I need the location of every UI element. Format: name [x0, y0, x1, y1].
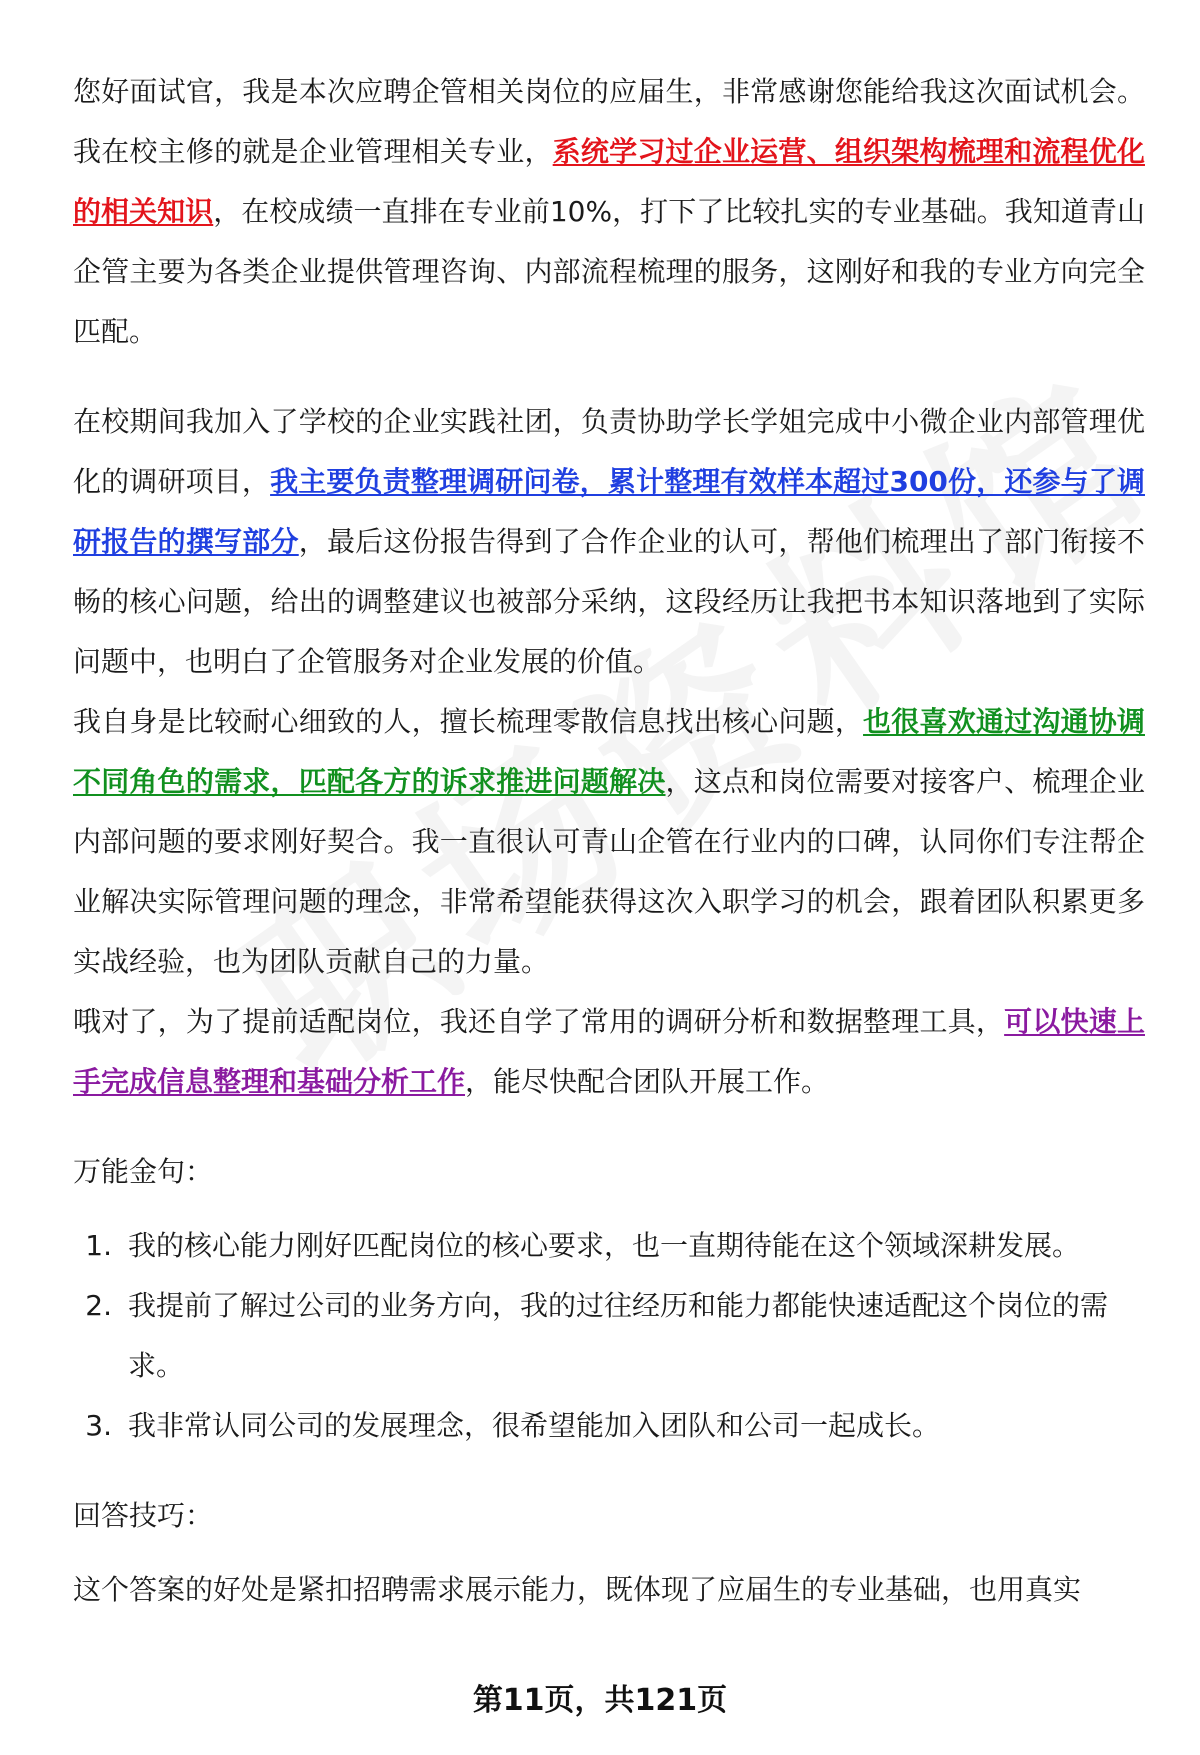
- experience-text-1: 在校期间我加入了学校的企业实践社团，负责协助学长学姐完成中小微企业内部管理优化的调研项目，: [73, 405, 1145, 498]
- list-number: 3.: [85, 1409, 112, 1442]
- list-number: 1.: [85, 1229, 112, 1262]
- list-item: [73, 1276, 1145, 1396]
- list-item: [73, 1216, 1145, 1276]
- list-text: 我提前了解过公司的业务方向，我的过往经历和能力都能快速适配这个岗位的需求。: [128, 1289, 1109, 1382]
- highlight-green: 也很喜欢通过沟通协调不同角色的需求，匹配各方的诉求推进问题解决: [73, 705, 1145, 798]
- golden-list: [73, 1216, 1145, 1456]
- document-body: [73, 62, 1145, 1620]
- paragraph-experience: [73, 392, 1145, 692]
- personality-text-1: 我自身是比较耐心细致的人，擅长梳理零散信息找出核心问题，: [73, 705, 864, 738]
- highlight-red: 系统学习过企业运营、组织架构梳理和流程优化的相关知识: [73, 135, 1145, 228]
- tips-label: 回答技巧：: [73, 1499, 214, 1532]
- paragraph-skills: [73, 992, 1145, 1112]
- list-text: 我的核心能力刚好匹配岗位的核心要求，也一直期待能在这个领域深耕发展。: [128, 1229, 1081, 1262]
- paragraph-intro: [73, 62, 1145, 362]
- skills-text-2: ，能尽快配合团队开展工作。: [465, 1065, 830, 1098]
- experience-text-2: ，最后这份报告得到了合作企业的认可，帮他们梳理出了部门衔接不畅的核心问题，给出的调整建议也被部分采纳，这段经历让我把书本知识落地到了实际问题中，也明白了企管服务对企业发展的价值。: [73, 525, 1145, 678]
- skills-text-1: 哦对了，为了提前适配岗位，我还自学了常用的调研分析和数据整理工具，: [73, 1005, 1005, 1038]
- list-number: 2.: [85, 1289, 112, 1322]
- list-text: 我非常认同公司的发展理念，很希望能加入团队和公司一起成长。: [128, 1409, 941, 1442]
- paragraph-personality: [73, 692, 1145, 992]
- intro-text-1: 您好面试官，我是本次应聘企管相关岗位的应届生，非常感谢您能给我这次面试机会。我在校主修的就是企业管理相关专业，: [73, 75, 1145, 168]
- page-footer: 第11页，共121页: [472, 1683, 728, 1718]
- personality-text-2: ，这点和岗位需要对接客户、梳理企业内部问题的要求刚好契合。我一直很认可青山企管在行业内的口碑，认同你们专注帮企业解决实际管理问题的理念，非常希望能获得这次入职学习的机会，跟着团队积累更多实战经验，也为团队贡献自己的力量。: [73, 765, 1145, 978]
- list-item: [73, 1396, 1145, 1456]
- highlight-blue: 我主要负责整理调研问卷，累计整理有效样本超过300份，还参与了调研报告的撰写部分: [73, 465, 1145, 558]
- tips-text: 这个答案的好处是紧扣招聘需求展示能力，既体现了应届生的专业基础，也用真实: [73, 1573, 1082, 1606]
- golden-label: 万能金句：: [73, 1155, 214, 1188]
- highlight-purple: 可以快速上手完成信息整理和基础分析工作: [73, 1005, 1145, 1098]
- intro-text-2: ，在校成绩一直排在专业前10%，打下了比较扎实的专业基础。我知道青山企管主要为各类企业提供管理咨询、内部流程梳理的服务，这刚好和我的专业方向完全匹配。: [73, 195, 1145, 348]
